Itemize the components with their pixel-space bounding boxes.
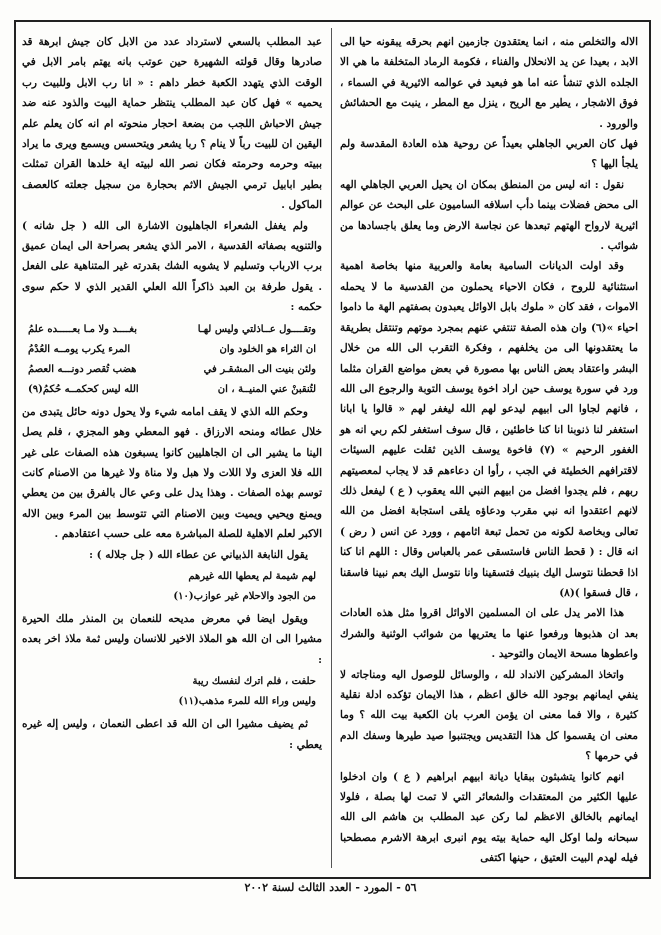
verse <box>28 380 316 400</box>
verse <box>28 320 316 340</box>
paragraph-7: انهم كانوا يتشبثون ببقايا ديانة ابيهم ابراهيم ( ع ) وان ادخلوا عليها الكثير من المعتقدات والشعائر التي لا تمت لها بصلة ، فلولا ايمانهم بالخالق الاعظم لما ركن عبد المطلب بن هاشم الى الله سبحانه ولما اوكل اليه حماية بيته يوم انبرى ابرهة الاشرم مصطحبا فيله لهدم البيت العتيق ، حينها اكتفى <box>340 770 638 865</box>
verse-second-half: هضب تُقصر دونـــه العصمُ <box>28 363 137 375</box>
verse-first-half: لتُنقبنْ عني المنيــة ، ان <box>217 383 316 395</box>
verse <box>28 340 316 360</box>
verse-first-half: ولئن بنيت الى المشقـر في <box>203 363 316 375</box>
poem-tarafa <box>22 320 322 400</box>
verse-line: وليس وراء الله للمرء مذهب(١١) <box>178 696 316 708</box>
verse <box>28 587 316 607</box>
verse-line: من الجود والاحلام غير عوازب(١٠) <box>173 590 316 602</box>
right-column <box>340 32 638 869</box>
page-footer: ٥٦ - المورد - العدد الثالث لسنة ٢٠٠٢ <box>244 881 417 894</box>
verse-first-half: ان الثراء هو الخلود وان <box>219 343 316 355</box>
poem-nabigha-1 <box>22 567 322 607</box>
verse-second-half: بغــــد ولا مـا بعـــــده علمُ <box>28 323 138 335</box>
paragraph-8: عبد المطلب بالسعي لاسترداد عدد من الابل كان جيش ابرهة قد صادرها وقال قولته الشهيرة حين عوتب بانه يهتم بامر الابل في الوقت الذي يتهدد الكعبة خطر داهم : « انا رب الابل وللبيت رب يحميه » فهل كان عبد المطلب ينتظر حماية البيت والذود عنه ضد جيش الاحباش اللجب من بضعة احجار منحوته ام انه كان يعلم علم اليقين ان للبيت رباً لا ينام ؟ ربا يشعر ويتحسس ويسمع ويرى ما يراد ببيته وحرمه وحرمته فكان نصر الله لبيته اية خلدها القران تمثلت بطير ابابيل ترمي الجيش الاثم بحجارة من سجيل جعلته كالعصف الماكول . <box>22 36 322 212</box>
paragraph-1: الاله والتخلص منه ، انما يعتقدون جازمين انهم بحرقه يبقونه حيا الى الابد ، بعيدا عن يد الانحلال والفناء ، فكومة الرماد المتخلفة ما هي الا الجلده الذي تنشأ عنه اما هو فبعيد في عوالمه الاثيرية في السماء ، فوق الاشجار ، يطير مع الريح ، ينزل مع المطر ، ينبت مع الحشائش والورود . <box>340 36 638 130</box>
poem-nabigha-2 <box>22 672 322 712</box>
paragraph-3: نقول : انه ليس من المنطق بمكان ان يحيل العربي الجاهلي الهه الى محض فضلات بينما دأب اسلافه الساميون على البحث عن عوالم اثيرية لارواح الهتهم تبعدها عن نجاسة الارض وما يعلق باجسادها من شوائب . <box>340 178 638 253</box>
paragraph-2: فهل كان العربي الجاهلي بعيداً عن روحية هذه العادة المقدسة ولم يلجأ اليها ؟ <box>340 138 638 171</box>
paragraph-6: واتخاذ المشركين الانداد لله ، والوسائل للوصول اليه ومناجاته لا ينفي ايمانهم بوجود الله خالق اعظم ، هذا الايمان تؤكده ادلة نقلية كثيرة ، والا فما معنى ان يؤمن العرب بان الكعبة بيت الله ؟ وما معنى ان يقسموا كل هذا التقديس ويجتنبوا صيد طيرها وسفك الدم في حرمها ؟ <box>340 668 638 763</box>
verse-second-half: المرء يكرب يومــه العُدْمُ <box>28 343 131 355</box>
verse <box>28 672 316 692</box>
paragraph-5: هذا الامر يدل على ان المسلمين الاوائل اقروا مثل هذه العادات بعد ان هذبوها ورفعوا عنها ما يعتريها من شوائب الوثنية والشرك واعطوها مسحة الايمان والتوحيد . <box>340 607 638 661</box>
verse-line: حلفت ، فلم اترك لنفسك ريبة <box>192 676 316 688</box>
paragraph-9: ولم يغفل الشعراء الجاهليون الاشارة الى الله ( جل شانه ) والتنويه بصفاته القدسية ، الامر الذي يشعر بصراحة الى ايمان عميق برب الارباب وتسليم لا يشوبه الشك بقدرته غير المتناهية على الفعل . يقول طرفة بن العبد ذاكراً الله العلي القدير الذي لا حكم سوى حكمه : <box>22 219 322 314</box>
paragraph-13: ثم يضيف مشيرا الى ان الله قد اعطى النعمان ، وليس إله غيره يعطي : <box>22 718 322 751</box>
verse-line: لهم شيمة لم يعطها الله غيرهم <box>188 570 316 582</box>
verse-first-half: وتقــــول عــاذلتي وليس لهـا <box>197 323 316 335</box>
verse <box>28 360 316 380</box>
verse <box>28 692 316 712</box>
paragraph-11: يقول النابغة الذبياني عن عطاء الله ( جل جلاله ) : <box>89 548 308 561</box>
paragraph-12: ويقول ايضا في معرض مديحه للنعمان بن المنذر ملك الحيرة مشيرا الى ان الله هو الملاذ الاخير للانسان وليس ثمة ملاذ اخر بعده : <box>22 612 322 666</box>
paragraph-10: وحكم الله الذي لا يقف امامه شيء ولا يحول دونه حائل يتبدى من خلال عطائه ومنحه الارزاق . فهو المعطي وهو المجزي ، فلم يصل الينا ما يشير الى ان الجاهليين كانوا يسبغون هذه الصفات على غير الله فلا العزى ولا اللات ولا هبل ولا مناة ولا غيرها من الاصنام كانت توسم بهذه الصفات . وهذا يدل على وعي عال بالفرق بين من يعطي ويمنع ويحيي ويميت وبين الاصنام التي تتوسط بين المرء وبين الاله الاكبر لعلم الاهلية للصلة المباشرة معه على حسب اعتقادهم . <box>22 405 322 541</box>
paragraph-4: وقد اولت الديانات السامية بعامة والعربية منها بخاصة اهمية استثنائية للروح ، فكان الاحياء يحملون من القدسية ما لا يحمله الاموات ، فقد كان « ملوك بابل الاوائل يعبدون بصفتهم الهة ما داموا احياء »(٦) وان هذه الصفة تنتفي عنهم بمجرد موتهم وتنتقل بطريقة ما يعتقدونها الى من يخلفهم ، وفكرة التقرب الى الله من خلال البشر واعتقاد بعض الناس بها مصورة في بعض مواضع القران مثلما ورد في سورة يوسف حين اراد اخوة يوسف التوبة والرجوع الى الله ، فانهم لجاوا الى ابيهم ليدعو لهم الله ليغفر لهم « قالوا يا ابانا استغفر لنا ذنوبنا انا كنا خاطئين ، قال سوف استغفر لكم ربي انه هو الغفور الرحيم » (٧) فاخوة يوسف الذين ثقلت عليهم السيئات لاقترافهم الخطيئة في الجب ، رأوا ان دعاءهم قد لا يجاب لمعصيتهم ربهم ، فلم يجدوا افضل من ابيهم النبي الله يعقوب ( ع ) ليفعل ذلك لانهم اعتقدوا انه نبي مقرب ودعاؤه يلقى استجابة افضل من الله تعالى وبخاصة لكونه من تحمل تبعة اثامهم ، وورد عن انس ( رض ) انه قال : ( قحط الناس فاستسقى عمر بالعباس وقال : اللهم انا كنا اذا قحطنا نتوسل اليك بنبيك فتسقينا وانا نتوسل اليك بعم نبينا فاسقنا ، قال فسقوا )(٨) <box>340 260 639 599</box>
left-column <box>22 32 322 755</box>
verse <box>28 567 316 587</box>
column-divider <box>331 28 332 868</box>
verse-second-half: الله ليس كحكمــه حُكمُ(٩) <box>28 383 139 395</box>
